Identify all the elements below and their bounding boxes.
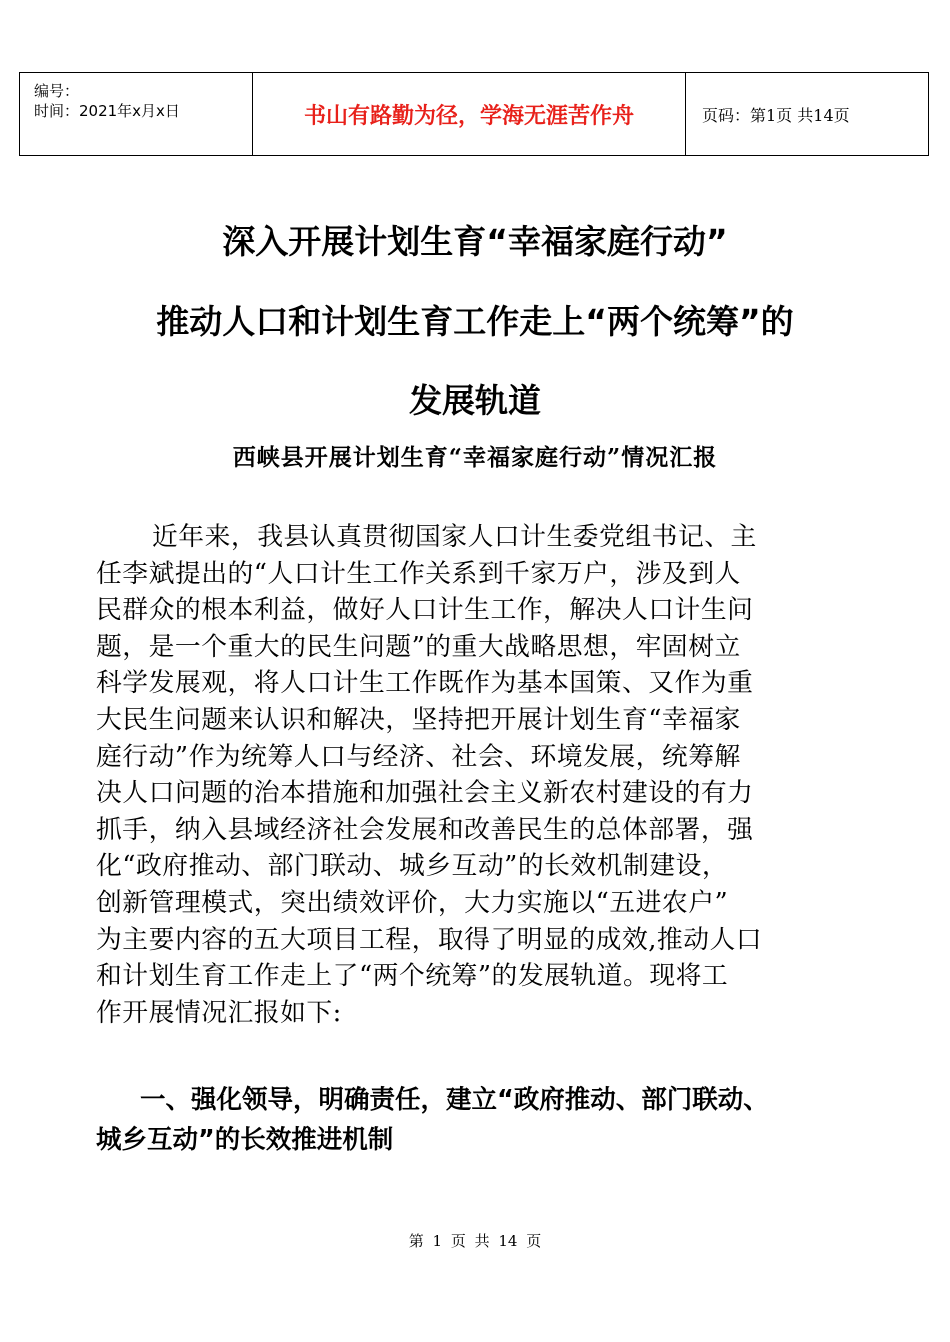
page-info: 页码：第1页 共14页 <box>702 105 850 125</box>
body-line: 科学发展观，将人口计生工作既作为基本国策、又作为重 <box>96 668 754 699</box>
body-line: 决人口问题的治本措施和加强社会主义新农村建设的有力 <box>96 778 754 809</box>
body-line: 近年来，我县认真贯彻国家人口计生委党组书记、主 <box>152 522 757 552</box>
body-line: 题，是一个重大的民生问题”的重大战略思想，牢固树立 <box>96 631 741 662</box>
body-paragraph <box>96 519 856 1031</box>
body-line: 化“政府推动、部门联动、城乡互动”的长效机制建设， <box>96 851 729 882</box>
body-line: 和计划生育工作走上了“两个统筹”的发展轨道。现将工 <box>96 961 729 992</box>
body-line: 为主要内容的五大项目工程，取得了明显的成效,推动人口 <box>96 924 763 955</box>
header-motto-cell <box>253 73 686 156</box>
body-line: 作开展情况汇报如下: <box>96 997 342 1028</box>
body-line: 大民生问题来认识和解决，坚持把开展计划生育“幸福家 <box>96 704 741 735</box>
title-line-3: 发展轨道 <box>409 381 541 420</box>
subtitle: 西峡县开展计划生育“幸福家庭行动”情况汇报 <box>232 444 718 471</box>
section-heading-line-1: 一、强化领导，明确责任，建立“政府推动、部门联动、 <box>140 1085 769 1115</box>
header-page-cell <box>686 73 929 156</box>
title-line-1: 深入开展计划生育“幸福家庭行动” <box>222 222 728 261</box>
time-label: 时间：2021年x月x日 <box>34 102 180 120</box>
body-line: 创新管理模式，突出绩效评价，大力实施以“五进农户” <box>96 887 729 918</box>
body-line: 任李斌提出的“人口计生工作关系到千家万户，涉及到人 <box>96 558 741 589</box>
body-line: 抓手，纳入县域经济社会发展和改善民生的总体部署，强 <box>96 814 754 845</box>
body-line: 庭行动”作为统筹人口与经济、社会、环境发展，统筹解 <box>96 741 741 772</box>
motto-text: 书山有路勤为径，学海无涯苦作舟 <box>303 103 634 129</box>
document-header-table <box>19 72 929 156</box>
title-line-2: 推动人口和计划生育工作走上“两个统筹”的 <box>156 302 794 341</box>
body-line: 民群众的根本利益，做好人口计生工作，解决人口计生问 <box>96 595 754 626</box>
header-meta-cell <box>20 73 253 156</box>
number-label: 编号： <box>34 82 80 100</box>
page-footer: 第 1 页 共 14 页 <box>408 1232 542 1250</box>
section-heading-line-2: 城乡互动”的长效推进机制 <box>96 1125 394 1155</box>
